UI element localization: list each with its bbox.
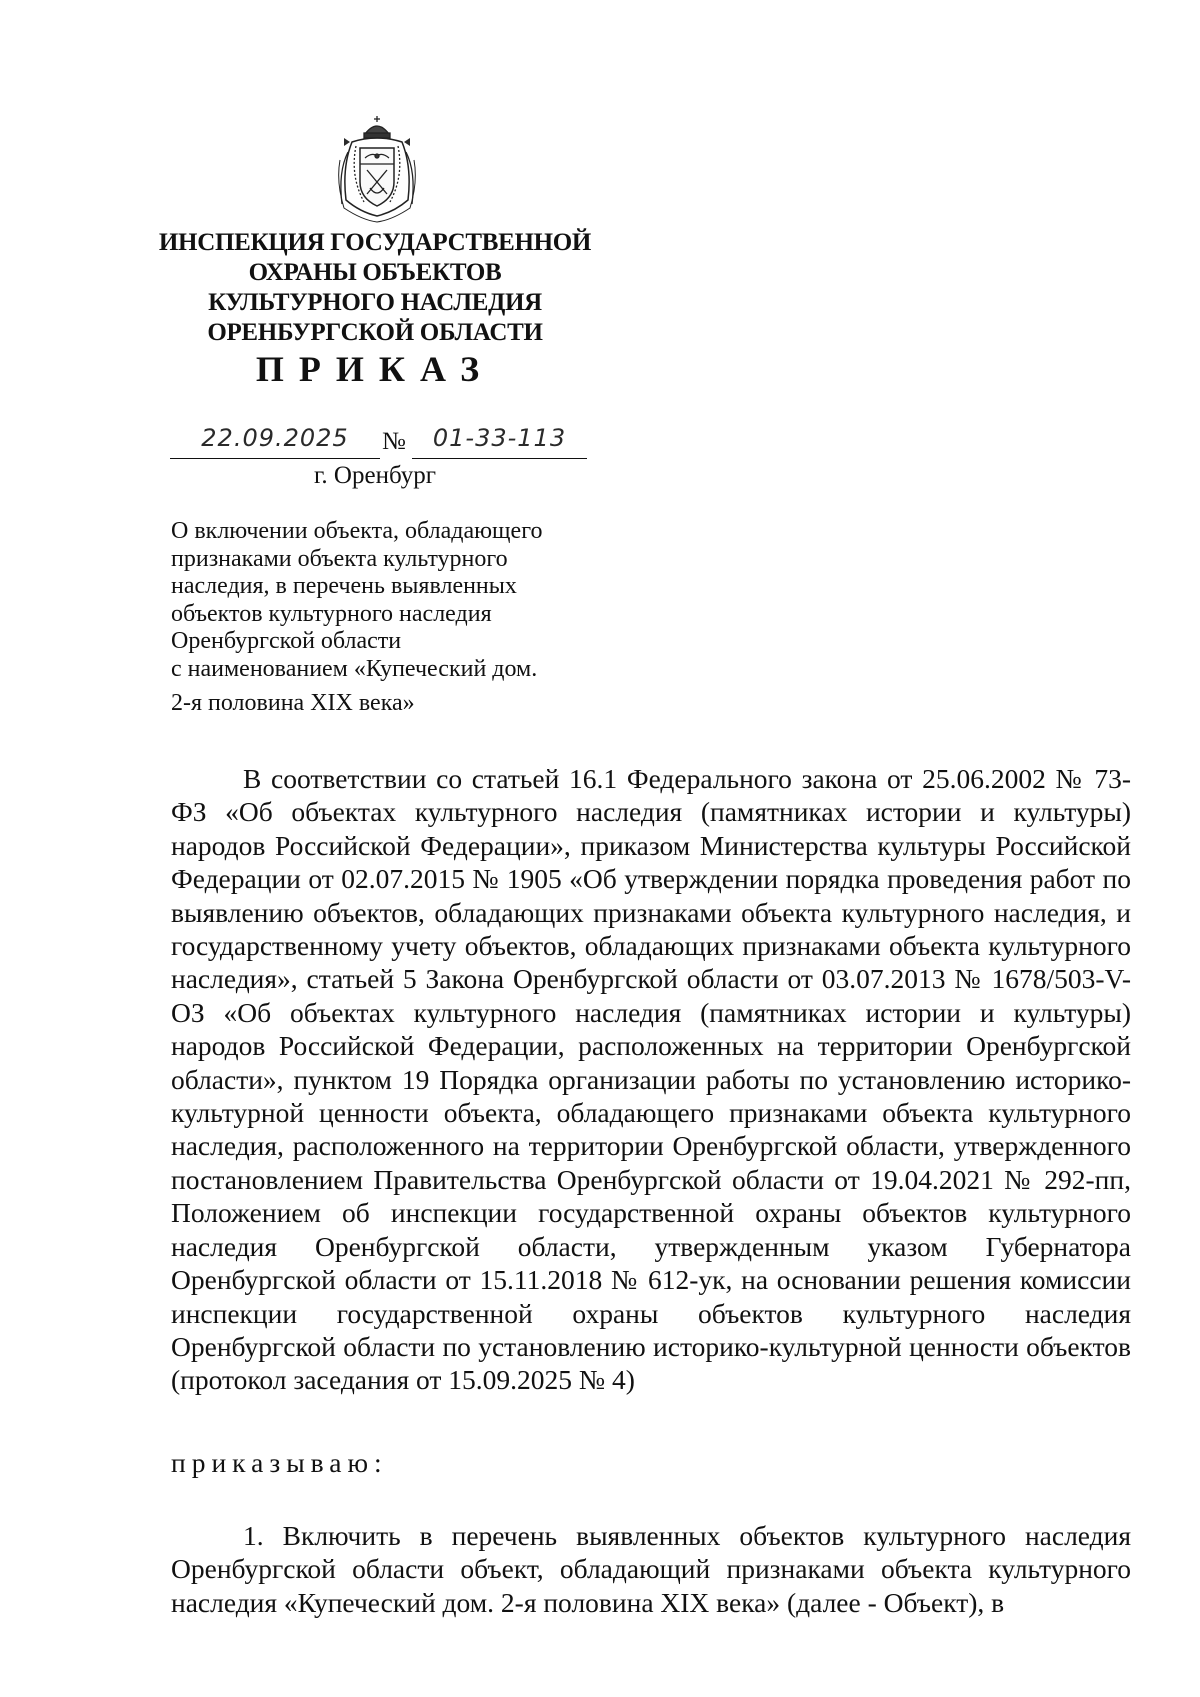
subject-line: с наименованием «Купеческий дом.	[171, 655, 538, 682]
subject-line: признаками объекта культурного	[171, 545, 508, 572]
order-item-1-text: 1. Включить в перечень выявленных объектов культурного наследия Оренбургской области объект, обладающий признаками объекта культурного наследия «Купеческий дом. 2-я половина XIX века» (далее - Объект), в	[171, 1520, 1131, 1618]
document-type-title: ПРИКАЗ	[255, 349, 495, 389]
city-label: г. Оренбург	[314, 462, 436, 489]
org-line: КУЛЬТУРНОГО НАСЛЕДИЯ	[208, 289, 542, 316]
order-number: 01-33-113	[412, 424, 587, 459]
order-subject	[171, 518, 651, 718]
subject-line: объектов культурного наследия	[171, 600, 492, 627]
number-sign: №	[382, 428, 406, 455]
order-word: приказываю:	[171, 1447, 388, 1478]
org-line: ОХРАНЫ ОБЪЕКТОВ	[248, 259, 502, 286]
subject-line: 2-я половина XIX века»	[171, 690, 415, 716]
coat-of-arms-icon	[332, 112, 422, 224]
order-item-1	[171, 1519, 1131, 1619]
preamble-paragraph	[171, 762, 1131, 1397]
subject-line: О включении объекта, обладающего	[171, 518, 543, 544]
org-line: ОРЕНБУРГСКОЙ ОБЛАСТИ	[207, 319, 543, 346]
subject-line: Оренбургской области	[171, 628, 402, 654]
organization-name	[150, 228, 600, 348]
org-line: ИНСПЕКЦИЯ ГОСУДАРСТВЕННОЙ	[158, 229, 592, 256]
preamble-text: В соответствии со статьей 16.1 Федерального закона от 25.06.2002 № 73-ФЗ «Об объектах культурного наследия (памятниках истории и культуры) народов Российской Федерации», приказом Министерства культуры Российской Федерации от 02.07.2015 № 1905 «Об утверждении порядка проведения работ по выявлению объектов, обладающих признаками объекта культурного наследия, и государственному учету объектов, обладающих признаками объекта культурного наследия», статьей 5 Закона Оренбургской области от 03.07.2013 № 1678/503-V-ОЗ «Об объектах культурного наследия (памятниках истории и культуры) народов Российской Федерации, расположенных на территории Оренбургской области», пунктом 19 Порядка организации работы по установлению историко-культурной ценности объекта, обладающего признаками объекта культурного наследия, расположенного на территории Оренбургской области, утвержденного постановлением Правительства Оренбургской области от 19.04.2021 № 292-пп, Положением об инспекции государственной охраны объектов культурного наследия Оренбургской области, утвержденным указом Губернатора Оренбургской области от 15.11.2018 № 612-ук, на основании решения комиссии инспекции государственной охраны объектов культурного наследия Оренбургской области по установлению историко-культурной ценности объектов (протокол заседания от 15.09.2025 № 4)	[171, 763, 1131, 1396]
subject-line: наследия, в перечень выявленных	[171, 573, 517, 599]
order-date: 22.09.2025	[170, 424, 380, 459]
